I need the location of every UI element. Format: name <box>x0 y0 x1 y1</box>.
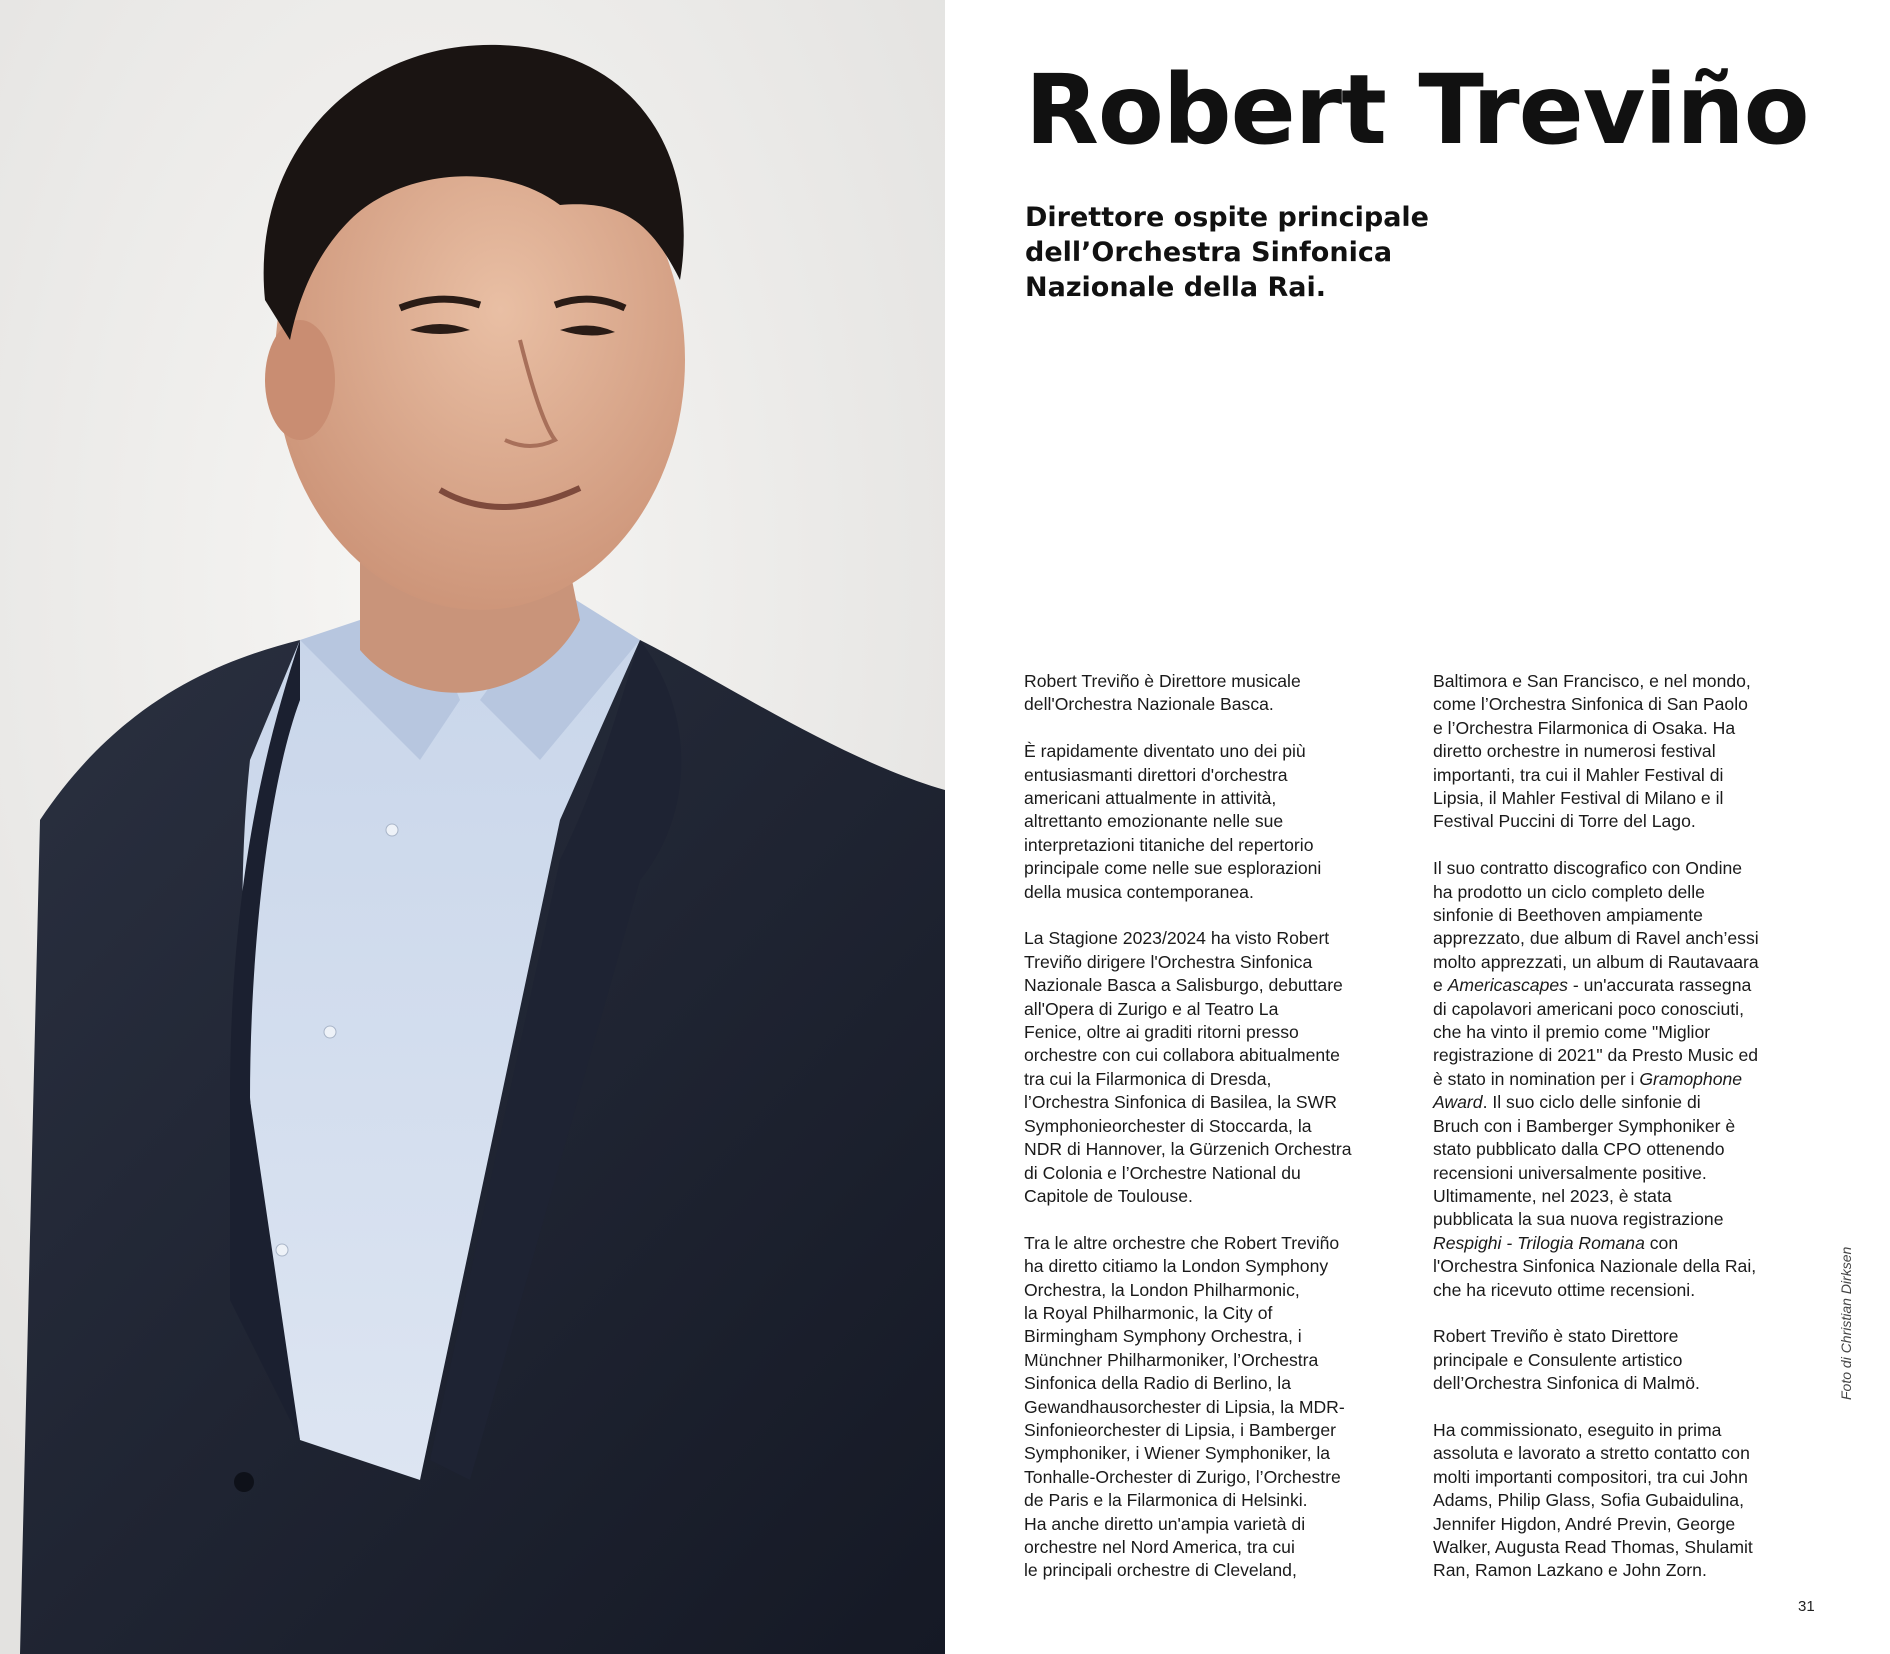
bio-line: tra cui la Filarmonica di Dresda, <box>1024 1068 1272 1089</box>
bio-line: americani attualmente in attività, <box>1024 788 1277 809</box>
biography-page <box>945 0 1890 1654</box>
bio-line: molti importanti compositori, tra cui John <box>1433 1466 1748 1487</box>
bio-paragraph <box>1433 1419 1828 1583</box>
award-title: Gramophone <box>1639 1068 1743 1089</box>
bio-line: dell'Orchestra Nazionale Basca. <box>1024 694 1274 715</box>
bio-line: La Stagione 2023/2024 ha visto Robert <box>1024 928 1330 949</box>
bio-line: interpretazioni titaniche del repertorio <box>1024 834 1314 855</box>
page-title: Robert Treviño <box>1025 54 1809 166</box>
bio-paragraph <box>1024 927 1419 1208</box>
subtitle <box>1025 200 1585 305</box>
album-title: Americascapes <box>1447 975 1568 996</box>
bio-column-right <box>1433 670 1828 1583</box>
bio-line: Festival Puccini di Torre del Lago. <box>1433 811 1696 832</box>
bio-line: altrettanto emozionante nelle sue <box>1024 811 1284 832</box>
bio-line: registrazione di 2021" da Presto Music ed <box>1433 1045 1759 1066</box>
bio-line: l’Orchestra Sinfonica di Basilea, la SWR <box>1024 1092 1337 1113</box>
bio-line: importanti, tra cui il Mahler Festival di <box>1433 764 1724 785</box>
bio-line: Robert Treviño è stato Direttore <box>1433 1326 1679 1347</box>
bio-paragraph <box>1024 1232 1419 1583</box>
bio-line: ha prodotto un ciclo completo delle <box>1433 881 1705 902</box>
bio-line: la Royal Philharmonic, la City of <box>1024 1302 1273 1323</box>
bio-line: che ha ricevuto ottime recensioni. <box>1433 1279 1696 1300</box>
bio-paragraph <box>1024 670 1419 717</box>
bio-line: Ha anche diretto un'ampia varietà di <box>1024 1513 1306 1534</box>
subtitle-line: dell’Orchestra Sinfonica <box>1025 237 1393 268</box>
bio-line: e Americascapes - un'accurata rassegna <box>1433 975 1752 996</box>
photo-credit: Foto di Christian Dirksen <box>1838 1246 1854 1400</box>
album-title: Respighi - Trilogia Romana <box>1433 1232 1645 1253</box>
bio-line: Robert Treviño è Direttore musicale <box>1024 671 1301 691</box>
bio-line: Orchestra, la London Philharmonic, <box>1024 1279 1300 1300</box>
bio-paragraph <box>1433 1325 1828 1395</box>
bio-line: principale e Consulente artistico <box>1433 1349 1683 1370</box>
bio-line: apprezzato, due album di Ravel anch’essi <box>1433 928 1759 949</box>
bio-line: Tra le altre orchestre che Robert Treviño <box>1024 1232 1340 1253</box>
bio-line: sinfonie di Beethoven ampiamente <box>1433 905 1703 926</box>
bio-line: orchestre con cui collabora abitualmente <box>1024 1045 1340 1066</box>
bio-paragraph <box>1433 857 1828 1302</box>
bio-line: dell’Orchestra Sinfonica di Malmö. <box>1433 1373 1700 1394</box>
bio-line: l'Orchestra Sinfonica Nazionale della Rai, <box>1433 1256 1757 1277</box>
bio-line: Lipsia, il Mahler Festival di Milano e il <box>1433 788 1724 809</box>
bio-line: diretto orchestre in numerosi festival <box>1433 741 1716 762</box>
bio-line: Ran, Ramon Lazkano e John Zorn. <box>1433 1560 1707 1581</box>
bio-line: Jennifer Higdon, André Previn, George <box>1433 1513 1736 1534</box>
bio-line: pubblicata la sua nuova registrazione <box>1433 1209 1724 1230</box>
bio-line: principale come nelle sue esplorazioni <box>1024 858 1322 879</box>
bio-line: Ha commissionato, eseguito in prima <box>1433 1419 1722 1440</box>
subtitle-line: Direttore ospite principale <box>1025 202 1429 233</box>
bio-paragraph <box>1433 670 1828 834</box>
bio-line: stato pubblicato dalla CPO ottenendo <box>1433 1139 1725 1160</box>
bio-line: all'Opera di Zurigo e al Teatro La <box>1024 998 1279 1019</box>
award-title: Award <box>1433 1092 1483 1113</box>
bio-line: recensioni universalmente positive. <box>1433 1162 1707 1183</box>
bio-line: Sinfonica della Radio di Berlino, la <box>1024 1373 1291 1394</box>
bio-column-left <box>1024 670 1419 1583</box>
bio-line: Fenice, oltre ai graditi ritorni presso <box>1024 1022 1299 1043</box>
bio-line: entusiasmanti direttori d'orchestra <box>1024 764 1288 785</box>
bio-line: Ultimamente, nel 2023, è stata <box>1433 1185 1672 1206</box>
bio-line: Bruch con i Bamberger Symphoniker è <box>1433 1115 1736 1136</box>
bio-line: Tonhalle-Orchester di Zurigo, l’Orchestre <box>1024 1466 1341 1487</box>
bio-line: è stato in nomination per i Gramophone <box>1433 1068 1743 1089</box>
bio-line: de Paris e la Filarmonica di Helsinki. <box>1024 1490 1308 1511</box>
bio-line: Award. Il suo ciclo delle sinfonie di <box>1433 1092 1701 1113</box>
bio-line: di Colonia e l’Orchestre National du <box>1024 1162 1301 1183</box>
bio-line: Baltimora e San Francisco, e nel mondo, <box>1433 671 1751 691</box>
bio-line: Birmingham Symphony Orchestra, i <box>1024 1326 1302 1347</box>
bio-line: ha diretto citiamo la London Symphony <box>1024 1256 1329 1277</box>
bio-line: Walker, Augusta Read Thomas, Shulamit <box>1433 1536 1753 1557</box>
bio-line: di capolavori americani poco conosciuti, <box>1433 998 1744 1019</box>
bio-line: orchestre nel Nord America, tra cui <box>1024 1536 1295 1557</box>
bio-line: le principali orchestre di Cleveland, <box>1024 1560 1297 1581</box>
bio-line: Symphoniker, i Wiener Symphoniker, la <box>1024 1443 1331 1464</box>
bio-line: Gewandhausorchester di Lipsia, la MDR- <box>1024 1396 1345 1417</box>
bio-line: della musica contemporanea. <box>1024 881 1254 902</box>
subtitle-line: Nazionale della Rai. <box>1025 272 1327 303</box>
bio-line: Treviño dirigere l'Orchestra Sinfonica <box>1024 951 1313 972</box>
bio-line: molto apprezzati, un album di Rautavaara <box>1433 951 1759 972</box>
bio-line: È rapidamente diventato uno dei più <box>1024 741 1306 762</box>
bio-line: Sinfonieorchester di Lipsia, i Bamberger <box>1024 1419 1336 1440</box>
page-number: 31 <box>1798 1598 1815 1615</box>
bio-line: assoluta e lavorato a stretto contatto con <box>1433 1443 1750 1464</box>
bio-line: Symphonieorchester di Stoccarda, la <box>1024 1115 1312 1136</box>
bio-line: che ha vinto il premio come "Miglior <box>1433 1022 1711 1043</box>
bio-line: Capitole de Toulouse. <box>1024 1185 1193 1206</box>
bio-line: come l’Orchestra Sinfonica di San Paolo <box>1433 694 1748 715</box>
bio-line: NDR di Hannover, la Gürzenich Orchestra <box>1024 1139 1352 1160</box>
bio-paragraph <box>1024 740 1419 904</box>
bio-line: Respighi - Trilogia Romana con <box>1433 1232 1679 1253</box>
bio-line: Adams, Philip Glass, Sofia Gubaidulina, <box>1433 1490 1744 1511</box>
bio-line: Nazionale Basca a Salisburgo, debuttare <box>1024 975 1343 996</box>
bio-line: Münchner Philharmoniker, l’Orchestra <box>1024 1349 1319 1370</box>
bio-line: Il suo contratto discografico con Ondine <box>1433 858 1743 879</box>
bio-line: e l’Orchestra Filarmonica di Osaka. Ha <box>1433 717 1736 738</box>
